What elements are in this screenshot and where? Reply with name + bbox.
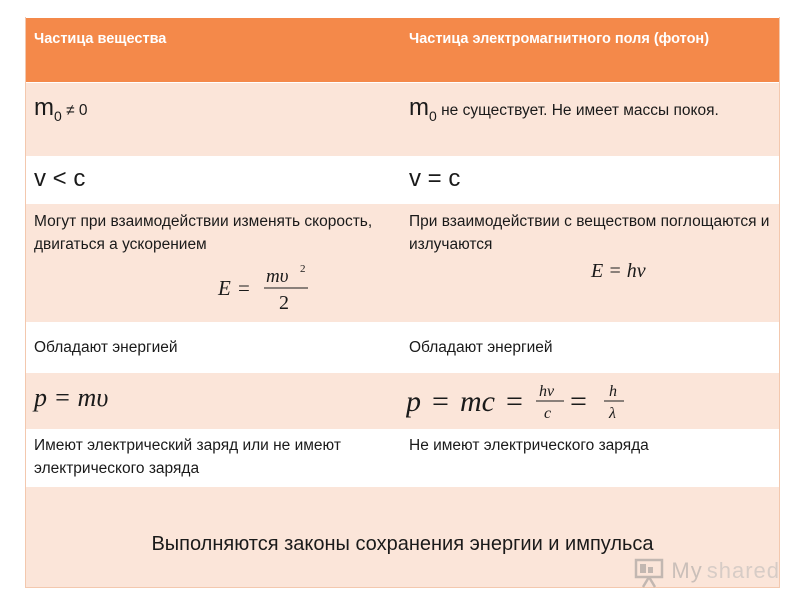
formula-equals: = [238,276,250,300]
photon-energy-formula: E = hν [591,260,646,282]
formula-lambda: λ [609,405,616,422]
formula-p: p [406,385,421,418]
formula-exponent: 2 [300,264,306,275]
formula-hnu: hν [539,383,555,400]
photon-momentum [401,373,779,429]
row-rest-mass [26,82,779,156]
row-charge [26,429,779,486]
matter-charge: Имеют электрический заряд или не имеют электрического заряда [26,430,401,486]
mass-subscript: 0 [429,108,437,124]
watermark-brand-shared: shared [706,558,780,583]
formula-kinetic-energy-svg [216,264,326,314]
formula-numerator: mυ [266,266,289,287]
watermark-brand-my: My [671,558,703,583]
watermark [633,554,780,588]
formula-photon-energy [591,260,646,283]
formula-energy-symbol: E [218,276,231,300]
matter-momentum [26,373,401,429]
photon-rest-mass [401,83,779,156]
photon-mass-description: не существует. Не имеет массы покоя. [436,102,719,119]
row-interaction [26,203,779,322]
row-speed [26,156,779,203]
formula-kinetic-energy [216,264,326,319]
photon-speed: v = c [401,157,779,203]
photon-charge: Не имеют электрического заряда [401,430,779,486]
formula-h: h [609,383,617,400]
mass-inequality: ≠ 0 [61,102,88,119]
momentum-formula-photon [406,377,646,427]
momentum-formula-matter: p = mυ [34,383,109,412]
photon-interaction [401,204,779,322]
comparison-table [25,17,780,588]
formula-equals: = [570,385,587,418]
conservation-laws-text: Выполняются законы сохранения энергии и импульса [26,487,779,587]
mass-symbol: m [34,94,54,121]
matter-speed: v < c [26,157,401,203]
row-energy [26,322,779,372]
formula-equals: = [506,385,523,418]
matter-energy: Обладают энергией [26,323,401,372]
formula-equals: = [432,385,449,418]
matter-interaction-text: Могут при взаимодействии изменять скорость, двигаться а ускорением [34,213,373,253]
formula-denominator: 2 [279,292,289,314]
formula-mc: mc [460,385,495,418]
mass-symbol: m [409,94,429,121]
header-matter: Частица вещества [26,18,401,82]
mass-subscript: 0 [54,108,62,124]
photon-interaction-text: При взаимодействии с веществом поглощаются и излучаются [409,213,770,253]
header-photon: Частица электромагнитного поля (фотон) [401,18,779,82]
formula-c: c [544,405,552,422]
matter-rest-mass [26,83,401,156]
table-header-row [26,17,779,82]
matter-interaction [26,204,401,322]
photon-energy: Обладают энергией [401,323,779,372]
presentation-board-icon [633,554,667,588]
row-momentum [26,372,779,429]
